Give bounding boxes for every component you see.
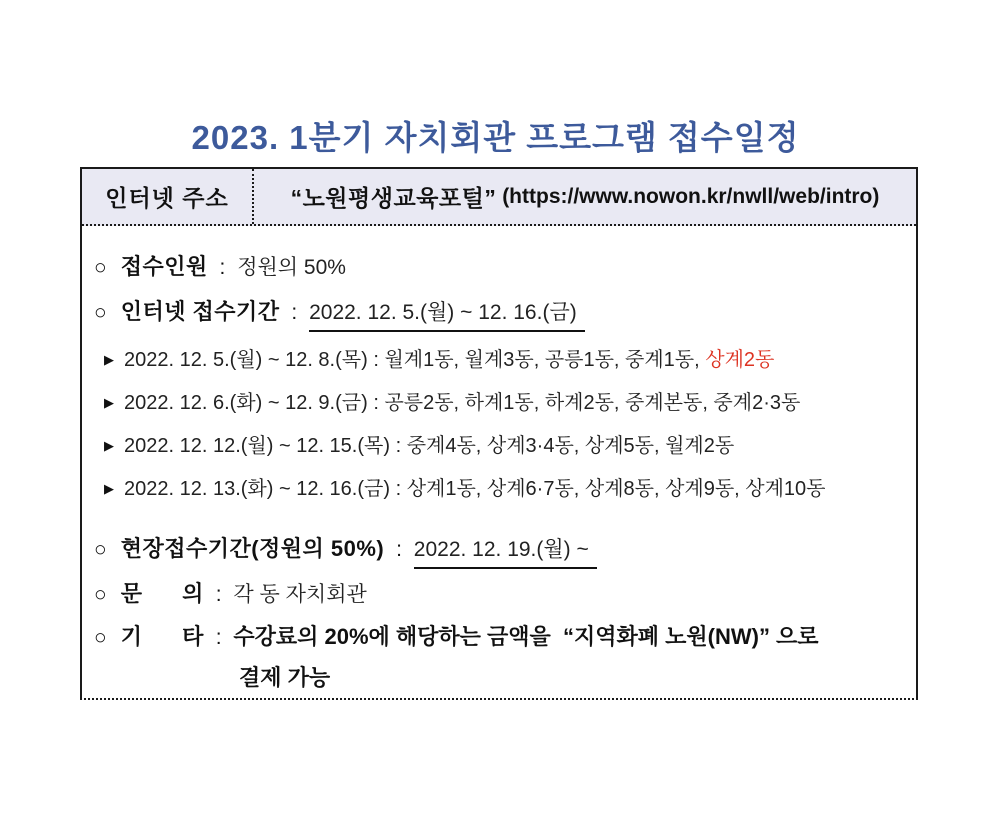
circle-bullet-icon: ○	[94, 583, 107, 606]
line-onsite-period	[94, 534, 902, 569]
onsite-period-separator: :	[390, 538, 408, 561]
line-inquiry	[94, 579, 902, 610]
internet-address-value	[254, 169, 916, 224]
schedule-1-separator: :	[367, 349, 385, 371]
onsite-period-label: 현장접수기간(정원의 50%)	[120, 536, 385, 561]
portal-name: “노원평생교육포털”	[290, 185, 497, 211]
etc-label: 기 타	[120, 624, 204, 649]
circle-bullet-icon: ○	[94, 256, 107, 279]
etc-separator: :	[209, 626, 228, 649]
line-etc	[94, 622, 902, 653]
inquiry-label: 문 의	[120, 581, 204, 606]
line-internet-period	[94, 297, 902, 332]
internet-address-label: 인터넷 주소	[82, 169, 254, 224]
onsite-period-value: 2022. 12. 19.(월) ~	[414, 535, 597, 569]
circle-bullet-icon: ○	[94, 538, 107, 561]
schedule-item-4	[104, 476, 902, 504]
circle-bullet-icon: ○	[94, 301, 107, 324]
notice-box	[80, 167, 918, 700]
capacity-separator: :	[213, 256, 232, 279]
triangle-bullet-icon: ▶	[104, 352, 114, 367]
circle-bullet-icon: ○	[94, 626, 107, 649]
schedule-item-3	[104, 433, 902, 461]
schedule-4-date: 2022. 12. 13.(화) ~ 12. 16.(금)	[124, 478, 391, 500]
capacity-label: 접수인원	[120, 254, 208, 279]
schedule-3-dongs: 중계4동, 상계3·4동, 상계5동, 월계2동	[406, 435, 735, 457]
schedule-sub-list	[104, 347, 902, 504]
inquiry-separator: :	[209, 583, 228, 606]
schedule-4-separator: :	[390, 478, 407, 500]
portal-url: (https://www.nowon.kr/nwll/web/intro)	[496, 184, 880, 208]
schedule-1-date: 2022. 12. 5.(월) ~ 12. 8.(목)	[124, 349, 368, 371]
schedule-item-2	[104, 390, 902, 418]
notice-body	[82, 226, 916, 693]
triangle-bullet-icon: ▶	[104, 481, 114, 496]
schedule-item-1	[104, 347, 902, 375]
triangle-bullet-icon: ▶	[104, 395, 114, 410]
schedule-3-separator: :	[390, 435, 407, 457]
schedule-1-highlighted-dong: 상계2동	[705, 349, 775, 371]
line-capacity	[94, 252, 902, 283]
schedule-3-date: 2022. 12. 12.(월) ~ 12. 15.(목)	[124, 435, 391, 457]
etc-value-continuation: 결제 가능	[239, 665, 331, 690]
schedule-1-dongs: 월계1동, 월계3동, 공릉1동, 중계1동,	[384, 349, 706, 371]
capacity-value: 정원의 50%	[237, 256, 346, 279]
etc-value: 수강료의 20%에 해당하는 금액을 “지역화폐 노원(NW)” 으로	[233, 624, 819, 649]
inquiry-value: 각 동 자치회관	[233, 583, 367, 606]
internet-period-separator: :	[285, 301, 304, 324]
schedule-4-dongs: 상계1동, 상계6·7동, 상계8동, 상계9동, 상계10동	[406, 478, 826, 500]
schedule-2-date: 2022. 12. 6.(화) ~ 12. 9.(금)	[124, 392, 368, 414]
internet-period-value: 2022. 12. 5.(월) ~ 12. 16.(금)	[309, 298, 585, 332]
page-title: 2023. 1분기 자치회관 프로그램 접수일정	[191, 119, 800, 156]
internet-address-row	[82, 169, 916, 226]
schedule-2-separator: :	[367, 392, 385, 414]
schedule-2-dongs: 공릉2동, 하계1동, 하계2동, 중계본동, 중계2·3동	[384, 392, 801, 414]
triangle-bullet-icon: ▶	[104, 438, 114, 453]
internet-period-label: 인터넷 접수기간	[120, 299, 280, 324]
